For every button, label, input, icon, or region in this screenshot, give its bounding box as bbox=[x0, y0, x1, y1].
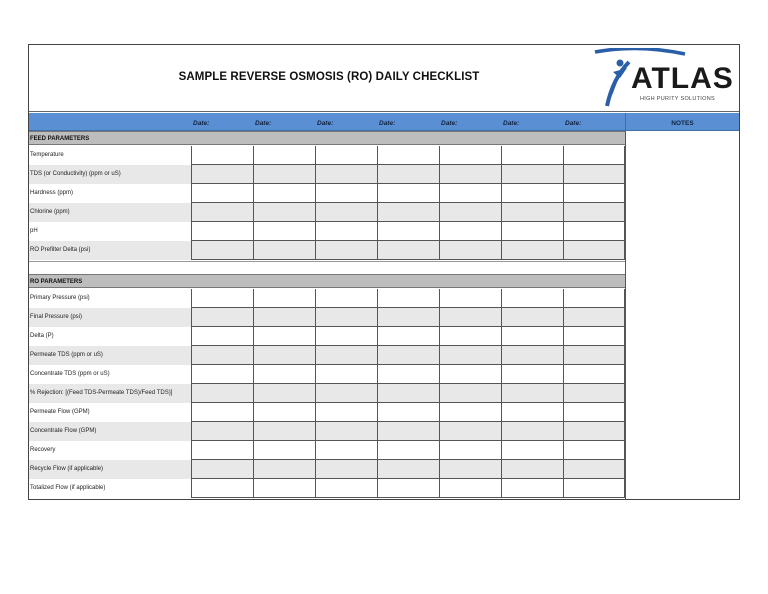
entry-cell[interactable] bbox=[315, 203, 377, 222]
row-label: RO Prefilter Delta (psi) bbox=[30, 247, 91, 253]
entry-cell[interactable] bbox=[501, 384, 563, 403]
section-spacer bbox=[29, 261, 625, 274]
checklist-sheet bbox=[28, 44, 740, 500]
entry-cell[interactable] bbox=[501, 289, 563, 308]
document-header bbox=[29, 45, 739, 112]
entry-cell[interactable] bbox=[191, 422, 253, 441]
entry-cell[interactable] bbox=[253, 203, 315, 222]
entry-cell[interactable] bbox=[439, 289, 501, 308]
entry-cell[interactable] bbox=[191, 222, 253, 241]
entry-cell[interactable] bbox=[439, 222, 501, 241]
logo-tagline: HIGH PURITY SOLUTIONS bbox=[640, 96, 715, 102]
date-label: Date: bbox=[441, 120, 458, 127]
entry-cell[interactable] bbox=[563, 327, 625, 346]
entry-cell[interactable] bbox=[563, 203, 625, 222]
entry-cell[interactable] bbox=[501, 327, 563, 346]
entry-cell[interactable] bbox=[191, 441, 253, 460]
entry-cell[interactable] bbox=[501, 222, 563, 241]
entry-cell[interactable] bbox=[563, 184, 625, 203]
row-label: Totalized Flow (if applicable) bbox=[30, 485, 106, 491]
date-label: Date: bbox=[503, 120, 520, 127]
table-row bbox=[29, 384, 625, 403]
entry-cell[interactable] bbox=[253, 184, 315, 203]
entry-cell[interactable] bbox=[439, 479, 501, 498]
entry-cell[interactable] bbox=[439, 165, 501, 184]
table-row bbox=[29, 403, 625, 422]
entry-cell[interactable] bbox=[377, 365, 439, 384]
row-label: Chlorine (ppm) bbox=[30, 209, 70, 215]
entry-cell[interactable] bbox=[501, 346, 563, 365]
entry-cell[interactable] bbox=[315, 384, 377, 403]
entry-cell[interactable] bbox=[377, 422, 439, 441]
entry-cell[interactable] bbox=[439, 241, 501, 260]
entry-cell[interactable] bbox=[439, 184, 501, 203]
row-label: Delta (P) bbox=[30, 333, 54, 339]
table-row bbox=[29, 146, 625, 165]
entry-cell[interactable] bbox=[253, 308, 315, 327]
entry-cell[interactable] bbox=[315, 222, 377, 241]
logo-wordmark: ATLAS bbox=[631, 62, 734, 95]
entry-cell[interactable] bbox=[501, 165, 563, 184]
entry-cell[interactable] bbox=[191, 384, 253, 403]
entry-cell[interactable] bbox=[253, 327, 315, 346]
table-row bbox=[29, 441, 625, 460]
table-row bbox=[29, 203, 625, 222]
entry-cell[interactable] bbox=[563, 479, 625, 498]
entry-cell[interactable] bbox=[377, 384, 439, 403]
entry-cell[interactable] bbox=[191, 365, 253, 384]
date-label: Date: bbox=[317, 120, 334, 127]
entry-cell[interactable] bbox=[315, 327, 377, 346]
entry-cell[interactable] bbox=[253, 146, 315, 165]
entry-cell[interactable] bbox=[563, 165, 625, 184]
row-label: Recycle Flow (if applicable) bbox=[30, 466, 104, 472]
row-label: Recovery bbox=[30, 447, 56, 453]
entry-cell[interactable] bbox=[501, 184, 563, 203]
document-title: SAMPLE REVERSE OSMOSIS (RO) DAILY CHECKLIST bbox=[178, 71, 480, 83]
table-row bbox=[29, 241, 625, 260]
entry-cell[interactable] bbox=[191, 146, 253, 165]
entry-cell[interactable] bbox=[439, 327, 501, 346]
entry-cell[interactable] bbox=[377, 441, 439, 460]
entry-cell[interactable] bbox=[439, 422, 501, 441]
table-row bbox=[29, 184, 625, 203]
entry-cell[interactable] bbox=[253, 241, 315, 260]
entry-cell[interactable] bbox=[501, 308, 563, 327]
notes-column[interactable] bbox=[625, 131, 739, 499]
entry-cell[interactable] bbox=[439, 384, 501, 403]
entry-cell[interactable] bbox=[253, 460, 315, 479]
entry-cell[interactable] bbox=[377, 165, 439, 184]
entry-cell[interactable] bbox=[501, 146, 563, 165]
row-label: pH bbox=[30, 228, 38, 234]
entry-cell[interactable] bbox=[315, 241, 377, 260]
entry-cell[interactable] bbox=[315, 460, 377, 479]
entry-cell[interactable] bbox=[191, 289, 253, 308]
entry-cell[interactable] bbox=[501, 241, 563, 260]
entry-cell[interactable] bbox=[191, 308, 253, 327]
notes-header: NOTES bbox=[625, 113, 739, 131]
table-row bbox=[29, 365, 625, 384]
entry-cell[interactable] bbox=[563, 146, 625, 165]
entry-cell[interactable] bbox=[563, 241, 625, 260]
date-header-row bbox=[29, 113, 739, 131]
section-header-ro: RO PARAMETERS bbox=[29, 274, 625, 288]
entry-cell[interactable] bbox=[501, 403, 563, 422]
entry-cell[interactable] bbox=[315, 422, 377, 441]
section-header-feed: FEED PARAMETERS bbox=[29, 131, 625, 145]
entry-cell[interactable] bbox=[563, 422, 625, 441]
entry-cell[interactable] bbox=[191, 403, 253, 422]
entry-cell[interactable] bbox=[377, 184, 439, 203]
row-label: % Rejection: [(Feed TDS-Permeate TDS)/Feed TDS)] bbox=[30, 390, 173, 396]
entry-cell[interactable] bbox=[191, 241, 253, 260]
entry-cell[interactable] bbox=[253, 165, 315, 184]
entry-cell[interactable] bbox=[191, 165, 253, 184]
entry-cell[interactable] bbox=[377, 146, 439, 165]
entry-cell[interactable] bbox=[315, 479, 377, 498]
atlas-logo bbox=[593, 48, 738, 110]
table-row bbox=[29, 346, 625, 365]
entry-cell[interactable] bbox=[377, 460, 439, 479]
row-label: Temperature bbox=[30, 152, 64, 158]
entry-cell[interactable] bbox=[439, 403, 501, 422]
entry-cell[interactable] bbox=[253, 479, 315, 498]
entry-cell[interactable] bbox=[563, 365, 625, 384]
entry-cell[interactable] bbox=[439, 308, 501, 327]
entry-cell[interactable] bbox=[439, 441, 501, 460]
table-row bbox=[29, 289, 625, 308]
entry-cell[interactable] bbox=[563, 308, 625, 327]
entry-cell[interactable] bbox=[563, 384, 625, 403]
entry-cell[interactable] bbox=[501, 422, 563, 441]
entry-cell[interactable] bbox=[501, 441, 563, 460]
entry-cell[interactable] bbox=[191, 346, 253, 365]
entry-cell[interactable] bbox=[253, 222, 315, 241]
entry-cell[interactable] bbox=[563, 403, 625, 422]
entry-cell[interactable] bbox=[191, 184, 253, 203]
table-row bbox=[29, 422, 625, 441]
entry-cell[interactable] bbox=[439, 146, 501, 165]
entry-cell[interactable] bbox=[191, 203, 253, 222]
entry-cell[interactable] bbox=[563, 346, 625, 365]
table-row bbox=[29, 460, 625, 479]
row-label: Permeate TDS (ppm or uS) bbox=[30, 352, 103, 358]
entry-cell[interactable] bbox=[253, 346, 315, 365]
entry-cell[interactable] bbox=[439, 365, 501, 384]
entry-cell[interactable] bbox=[191, 327, 253, 346]
table-row bbox=[29, 222, 625, 241]
entry-cell[interactable] bbox=[377, 479, 439, 498]
entry-cell[interactable] bbox=[377, 403, 439, 422]
entry-cell[interactable] bbox=[439, 460, 501, 479]
date-label: Date: bbox=[565, 120, 582, 127]
entry-cell[interactable] bbox=[501, 365, 563, 384]
date-label: Date: bbox=[379, 120, 396, 127]
table-row bbox=[29, 308, 625, 327]
entry-cell[interactable] bbox=[377, 308, 439, 327]
row-label: Primary Pressure (psi) bbox=[30, 295, 90, 301]
entry-cell[interactable] bbox=[439, 203, 501, 222]
entry-cell[interactable] bbox=[377, 289, 439, 308]
entry-cell[interactable] bbox=[253, 384, 315, 403]
entry-cell[interactable] bbox=[191, 479, 253, 498]
entry-cell[interactable] bbox=[377, 327, 439, 346]
entry-cell[interactable] bbox=[315, 184, 377, 203]
table-row bbox=[29, 165, 625, 184]
row-label: Hardness (ppm) bbox=[30, 190, 74, 196]
row-label: Concentrate Flow (GPM) bbox=[30, 428, 97, 434]
entry-cell[interactable] bbox=[315, 308, 377, 327]
table-row bbox=[29, 479, 625, 498]
entry-cell[interactable] bbox=[253, 441, 315, 460]
entry-cell[interactable] bbox=[315, 403, 377, 422]
row-label: TDS (or Conductivity) (ppm or uS) bbox=[30, 171, 121, 177]
entry-cell[interactable] bbox=[563, 222, 625, 241]
entry-cell[interactable] bbox=[563, 460, 625, 479]
date-label: Date: bbox=[255, 120, 272, 127]
entry-cell[interactable] bbox=[315, 146, 377, 165]
entry-cell[interactable] bbox=[501, 203, 563, 222]
entry-cell[interactable] bbox=[501, 479, 563, 498]
entry-cell[interactable] bbox=[377, 346, 439, 365]
entry-cell[interactable] bbox=[563, 441, 625, 460]
entry-cell[interactable] bbox=[315, 441, 377, 460]
entry-cell[interactable] bbox=[191, 460, 253, 479]
entry-cell[interactable] bbox=[253, 365, 315, 384]
entry-cell[interactable] bbox=[315, 346, 377, 365]
entry-cell[interactable] bbox=[315, 289, 377, 308]
entry-cell[interactable] bbox=[315, 365, 377, 384]
entry-cell[interactable] bbox=[377, 222, 439, 241]
row-label: Concentrate TDS (ppm or uS) bbox=[30, 371, 110, 377]
row-label: Final Pressure (psi) bbox=[30, 314, 83, 320]
table-row bbox=[29, 327, 625, 346]
entry-cell[interactable] bbox=[253, 289, 315, 308]
entry-cell[interactable] bbox=[253, 403, 315, 422]
entry-cell[interactable] bbox=[563, 289, 625, 308]
date-label: Date: bbox=[193, 120, 210, 127]
entry-cell[interactable] bbox=[377, 203, 439, 222]
entry-cell[interactable] bbox=[439, 346, 501, 365]
entry-cell[interactable] bbox=[253, 422, 315, 441]
entry-cell[interactable] bbox=[501, 460, 563, 479]
entry-cell[interactable] bbox=[315, 165, 377, 184]
entry-cell[interactable] bbox=[377, 241, 439, 260]
row-label: Permeate Flow (GPM) bbox=[30, 409, 90, 415]
